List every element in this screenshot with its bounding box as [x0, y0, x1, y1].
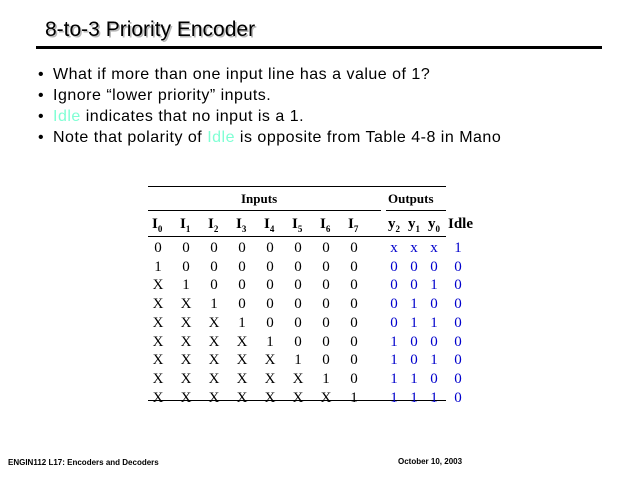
header-subscript: 4 [269, 224, 275, 234]
input-cell: X [236, 352, 248, 369]
bullet-item [38, 127, 501, 148]
input-cell: 1 [266, 333, 274, 350]
input-cell: 0 [294, 240, 302, 256]
header-subscript: 6 [325, 224, 331, 234]
bullet-text: Ignore “lower priority” inputs. [53, 87, 272, 104]
output-cell: 0 [430, 333, 438, 350]
output-cell: x [410, 240, 418, 256]
input-cell: X [180, 333, 192, 350]
header-subscript: 1 [185, 224, 191, 234]
output-cell: 0 [430, 370, 438, 387]
header-subscript: 2 [213, 224, 219, 234]
footer-date: October 10, 2003 [398, 457, 463, 466]
input-cell: 0 [294, 296, 302, 313]
bullet-text: is opposite from Table 4-8 in Mano [234, 129, 502, 146]
output-column-header [408, 216, 420, 234]
input-cell: X [208, 352, 220, 369]
output-cell: 0 [390, 258, 398, 275]
output-cell: 0 [410, 277, 418, 294]
output-cell: 1 [430, 389, 438, 406]
input-cell: 0 [350, 370, 358, 387]
input-cell: 0 [294, 258, 302, 275]
column-header-rule [148, 236, 446, 237]
input-cell: 1 [210, 296, 218, 313]
table-top-rule [148, 186, 446, 187]
header-subscript: 7 [353, 224, 359, 234]
output-cell: 1 [410, 389, 418, 406]
idle-cell: 0 [454, 258, 462, 275]
input-cell: 0 [238, 296, 246, 313]
output-cell: 0 [390, 277, 398, 294]
input-column-header [264, 216, 274, 234]
input-cell: X [292, 389, 304, 406]
input-cell: 0 [294, 277, 302, 294]
input-cell: X [264, 352, 276, 369]
output-cell: 0 [410, 333, 418, 350]
input-column-header [320, 216, 330, 234]
header-base: I [292, 216, 298, 232]
header-base: I [208, 216, 214, 232]
input-cell: 0 [266, 240, 274, 256]
bullet-list [38, 64, 501, 148]
output-cell: 1 [430, 352, 438, 369]
bullet-item [38, 106, 501, 127]
slide-title: 8-to-3 Priority Encoder [45, 18, 256, 41]
bullet-text: Note that polarity of [53, 129, 208, 146]
input-cell: 1 [350, 389, 358, 406]
idle-cell: 0 [454, 296, 462, 313]
outputs-group-rule [386, 210, 446, 211]
output-cell: 1 [430, 277, 438, 294]
header-base: I [348, 216, 354, 232]
input-cell: 0 [350, 240, 358, 256]
output-cell: 0 [410, 352, 418, 369]
input-cell: 0 [210, 258, 218, 275]
bullet-text: What if more than one input line has a value of 1? [53, 66, 431, 83]
input-cell: 0 [294, 314, 302, 331]
idle-cell: 0 [454, 333, 462, 350]
input-cell: X [152, 352, 164, 369]
input-cell: X [180, 389, 192, 406]
output-cell: 1 [410, 370, 418, 387]
input-cell: 0 [266, 296, 274, 313]
input-cell: 0 [210, 277, 218, 294]
inputs-group-rule [148, 210, 381, 211]
input-cell: X [292, 370, 304, 387]
input-cell: X [264, 370, 276, 387]
input-cell: 0 [238, 258, 246, 275]
input-column-header [180, 216, 190, 234]
input-cell: X [264, 389, 276, 406]
output-cell: 1 [390, 389, 398, 406]
highlighted-term: Idle [207, 129, 235, 146]
input-cell: 0 [322, 277, 330, 294]
input-cell: 0 [350, 277, 358, 294]
input-cell: 0 [350, 352, 358, 369]
input-cell: 0 [350, 314, 358, 331]
input-cell: 0 [238, 277, 246, 294]
idle-cell: 0 [454, 389, 462, 406]
header-subscript: 0 [435, 224, 440, 234]
footer-course: ENGIN112 L17: Encoders and Decoders [8, 458, 159, 467]
header-subscript: 5 [297, 224, 303, 234]
input-cell: X [320, 389, 332, 406]
input-cell: 0 [210, 240, 218, 256]
header-base: I [264, 216, 270, 232]
highlighted-term: Idle [53, 108, 81, 125]
input-cell: 0 [154, 240, 162, 256]
input-cell: X [236, 389, 248, 406]
input-column-header [236, 216, 246, 234]
input-cell: 0 [266, 258, 274, 275]
header-base: I [320, 216, 326, 232]
idle-column-header: Idle [448, 216, 474, 232]
input-column-header [152, 216, 162, 234]
output-cell: 1 [390, 370, 398, 387]
input-cell: 1 [294, 352, 302, 369]
header-base: y [388, 216, 396, 232]
output-column-header [428, 216, 440, 234]
output-cell: 1 [410, 314, 418, 331]
input-column-header [208, 216, 218, 234]
input-cell: 0 [182, 240, 190, 256]
input-cell: 0 [294, 333, 302, 350]
output-cell: 1 [390, 333, 398, 350]
output-cell: 1 [410, 296, 418, 313]
output-cell: x [390, 240, 398, 256]
bullet-marker: • [38, 87, 45, 104]
idle-cell: 0 [454, 352, 462, 369]
input-cell: X [208, 333, 220, 350]
input-cell: X [152, 389, 164, 406]
outputs-group-header: Outputs [388, 191, 434, 206]
bullet-marker: • [38, 108, 45, 125]
input-cell: X [180, 296, 192, 313]
input-cell: X [236, 333, 248, 350]
header-subscript: 2 [395, 224, 400, 234]
output-cell: 0 [390, 314, 398, 331]
input-cell: X [152, 333, 164, 350]
idle-cell: 0 [454, 314, 462, 331]
idle-cell: 1 [454, 240, 462, 256]
input-cell: X [152, 314, 164, 331]
input-cell: 0 [266, 314, 274, 331]
input-cell: X [180, 352, 192, 369]
header-base: I [236, 216, 242, 232]
output-cell: 1 [390, 352, 398, 369]
bullet-marker: • [38, 129, 45, 146]
input-cell: X [180, 314, 192, 331]
truth-table [148, 186, 474, 406]
input-cell: X [152, 370, 164, 387]
output-cell: 1 [430, 314, 438, 331]
input-cell: 1 [238, 314, 246, 331]
input-cell: X [236, 370, 248, 387]
input-cell: 0 [182, 258, 190, 275]
output-cell: 0 [390, 296, 398, 313]
input-cell: X [208, 314, 220, 331]
input-cell: 0 [266, 277, 274, 294]
input-cell: 1 [322, 370, 330, 387]
header-subscript: 0 [157, 224, 163, 234]
input-cell: 0 [322, 314, 330, 331]
input-cell: 0 [322, 240, 330, 256]
input-cell: 0 [350, 258, 358, 275]
input-cell: 0 [350, 333, 358, 350]
header-base: y [408, 216, 416, 232]
input-cell: X [152, 277, 164, 294]
idle-cell: 0 [454, 370, 462, 387]
input-cell: 0 [322, 352, 330, 369]
input-cell: 0 [350, 296, 358, 313]
input-cell: 0 [238, 240, 246, 256]
header-subscript: 3 [241, 224, 247, 234]
input-cell: 0 [322, 296, 330, 313]
inputs-group-header: Inputs [241, 191, 278, 206]
header-base: I [180, 216, 186, 232]
output-column-header [388, 216, 400, 234]
input-cell: X [208, 370, 220, 387]
header-subscript: 1 [415, 224, 420, 234]
idle-cell: 0 [454, 277, 462, 294]
input-cell: 0 [322, 333, 330, 350]
output-cell: 0 [410, 258, 418, 275]
input-column-header [292, 216, 302, 234]
input-cell: 1 [182, 277, 190, 294]
bullet-item [38, 85, 501, 106]
output-cell: 0 [430, 296, 438, 313]
input-cell: 1 [154, 258, 162, 275]
input-column-header [348, 216, 358, 234]
input-cell: 0 [322, 258, 330, 275]
input-cell: X [180, 370, 192, 387]
output-cell: 0 [430, 258, 438, 275]
header-base: y [428, 216, 436, 232]
input-cell: X [208, 389, 220, 406]
input-cell: X [152, 296, 164, 313]
bullet-text: indicates that no input is a 1. [80, 108, 305, 125]
output-cell: x [430, 240, 438, 256]
title-underline [36, 46, 602, 49]
bullet-item [38, 64, 501, 85]
bullet-marker: • [38, 66, 45, 83]
header-base: I [152, 216, 158, 232]
